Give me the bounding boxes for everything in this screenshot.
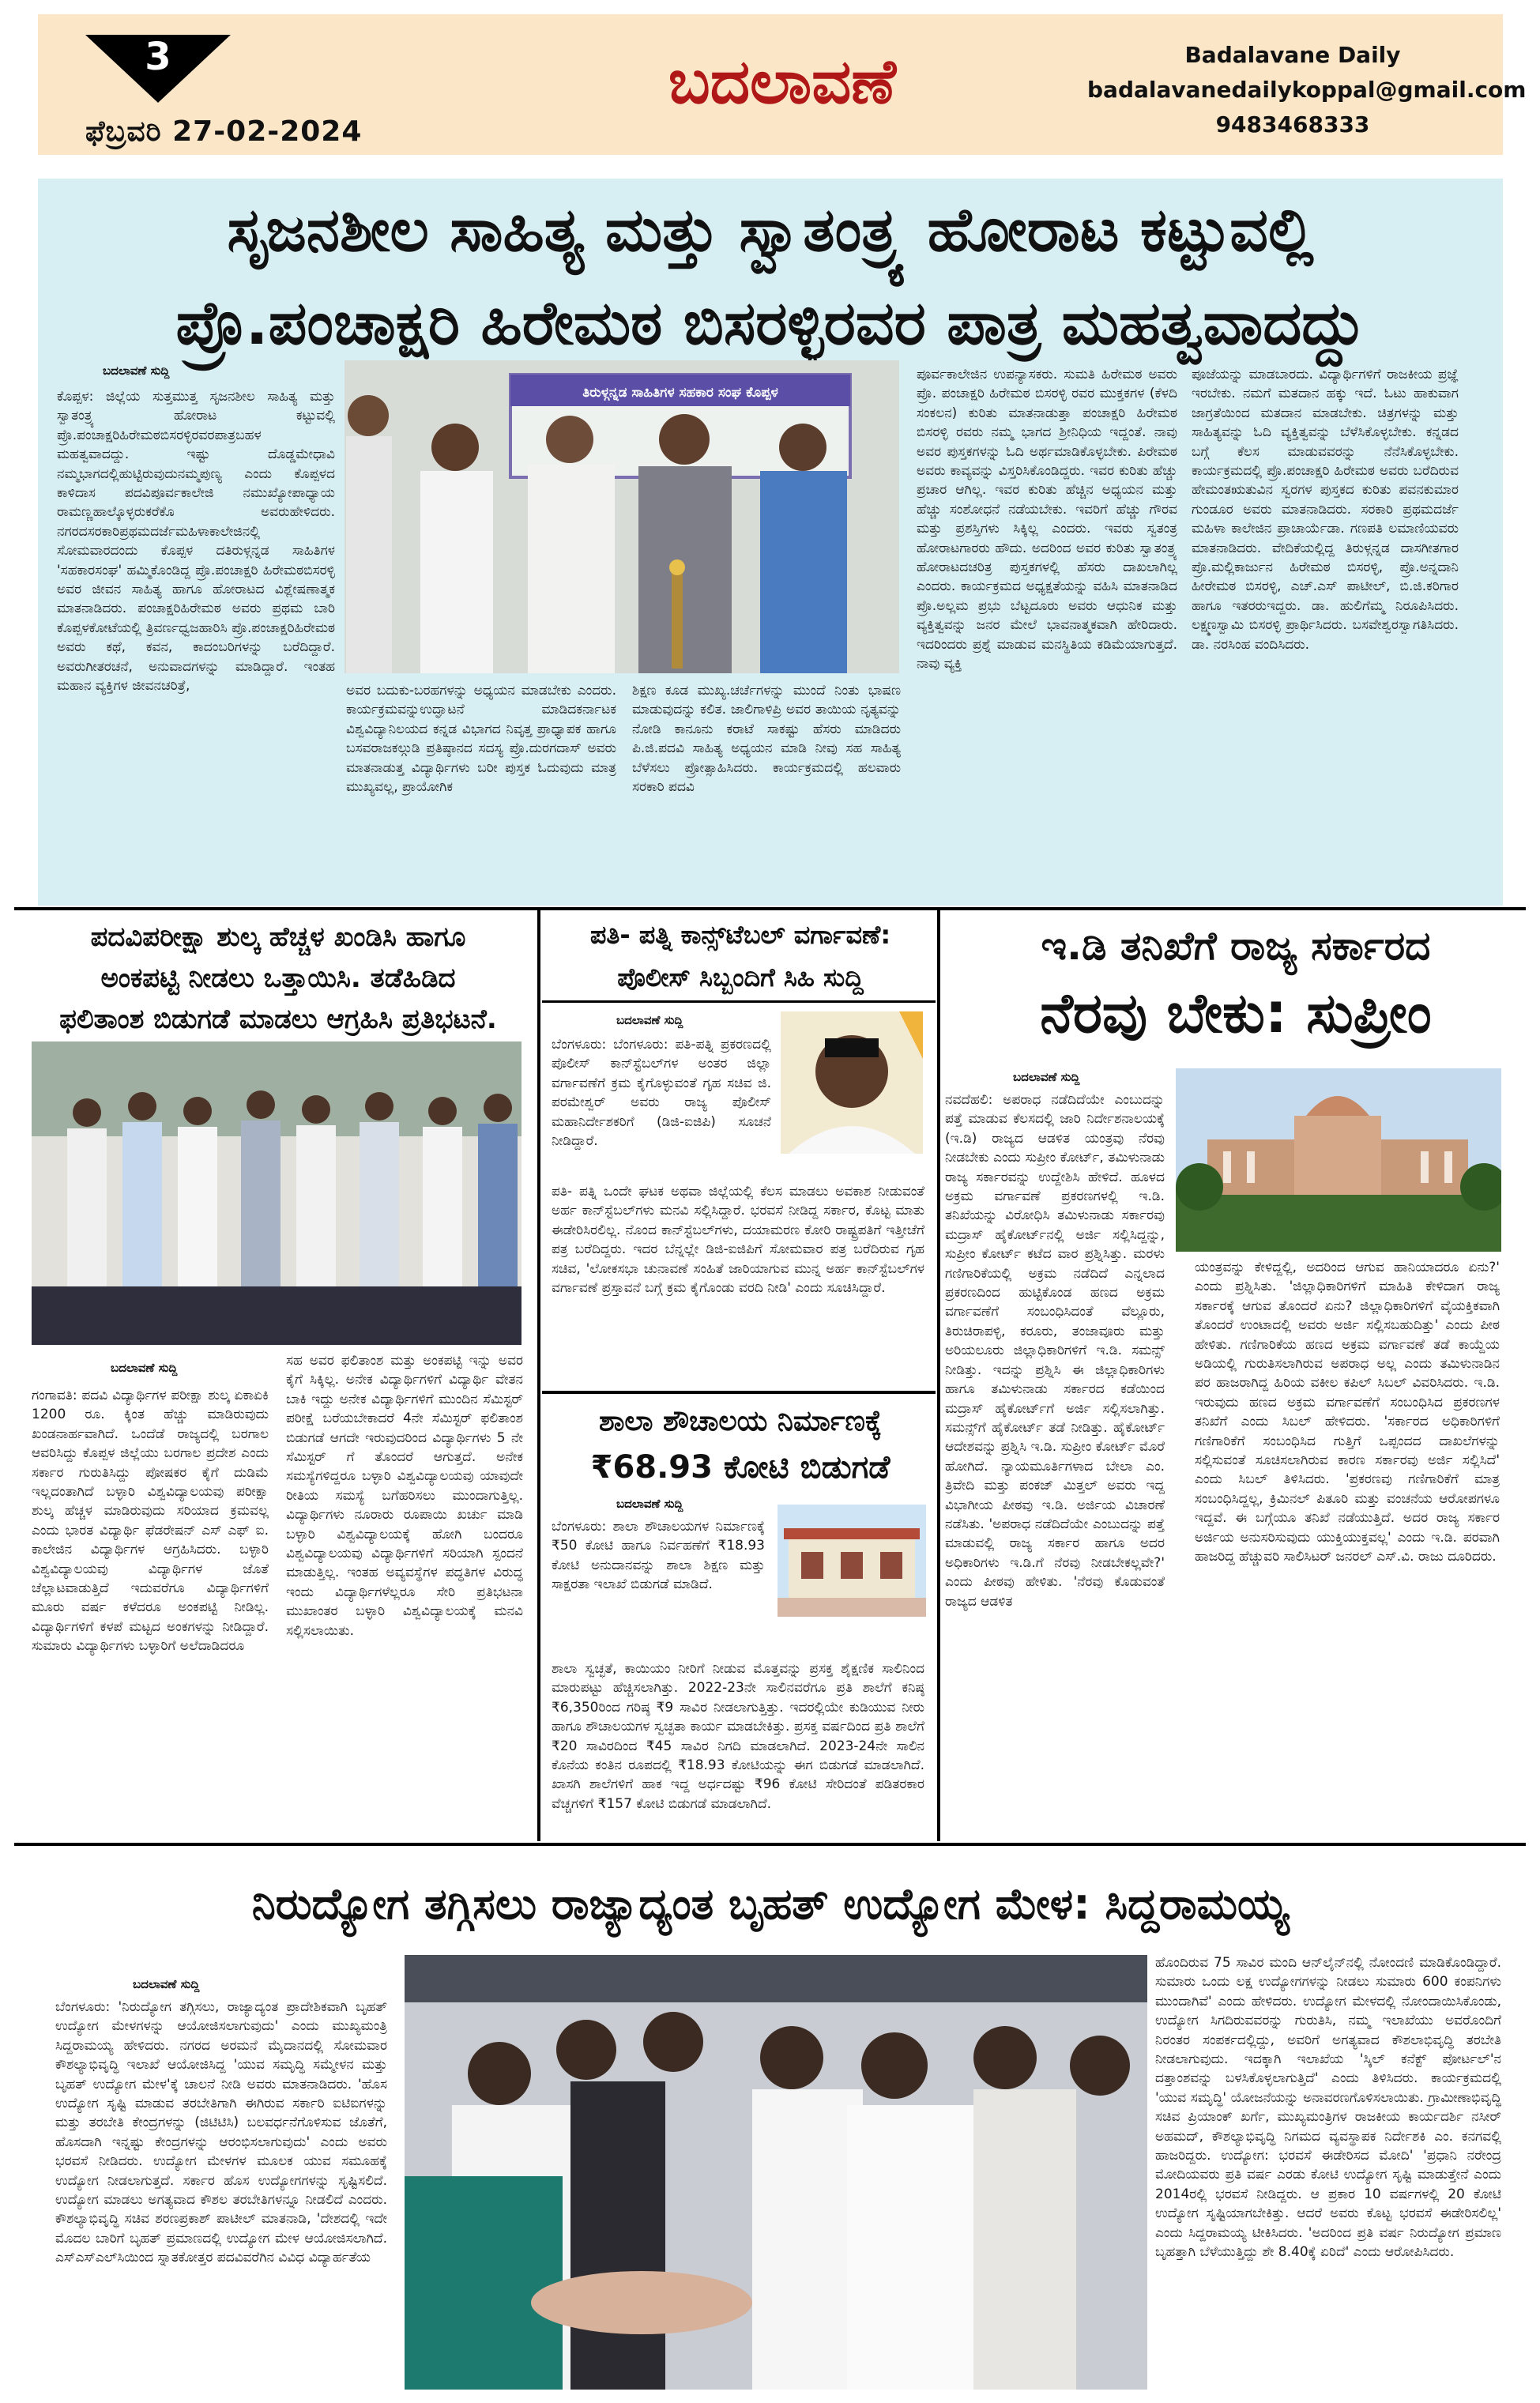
headline-line: ಪತಿ- ಪತ್ನಿ ಕಾನ್ಸ್‌ಟೆಬಲ್ ವರ್ಗಾವಣೆ: — [589, 920, 891, 950]
event-photo — [345, 360, 899, 673]
article-column: ಯಂತ್ರವನ್ನು ಕೇಳಿದ್ದಲ್ಲಿ, ಅದರಿಂದ ಆಗುವ ಹಾನಿಯಾದರೂ ಏನು?' ಎಂದು ಪ್ರಶ್ನಿಸಿತು. 'ಜಿಲ್ಲಾಧಿಕಾರಿಗಳಿಗೆ ಮಾಹಿತಿ ಕೇಳಿದಾಗ ರಾಜ್ಯ ಸರ್ಕಾರಕ್ಕೆ ಆಗುವ ತೊಂದರೆ ಏನು? ಜಿಲ್ಲಾಧಿಕಾರಿಗಳಿಗೆ ವೈಯಕ್ತಿಕವಾಗಿ ತೊಂದರೆ ಉಂಟಾದಲ್ಲಿ ಅವರು ಅರ್ಜಿ ಸಲ್ಲಿಸಬಹುದಿತ್ತು' ಎಂದು ಪೀಠ ಹೇಳಿತು. ಗಣಿಗಾರಿಕೆಯ ಹಣದ ಅಕ್ರಮ ವರ್ಗಾವಣೆ ತಡೆ ಕಾಯ್ದೆಯ ಅಡಿಯಲ್ಲಿ ಗುರುತಿಸಲಾಗಿರುವ ಅಪರಾಧ ಅಲ್ಲ ಎಂದು ತಮಿಳುನಾಡಿನ ಪರ ಹಾಜರಾಗಿದ್ದ ಹಿರಿಯ ವಕೀಲ ಕಪಿಲ್ ಸಿಬಲ್ ವಿವರಿಸಿದರು. ಇ.ಡಿ. ಇರುವುದು ಹಣದ ಅಕ್ರಮ ವರ್ಗಾವಣೆಗೆ ಸಂಬಂಧಿಸಿದ ಪ್ರಕರಣಗಳ ತನಿಖೆಗೆ ಎಂದು ಸಿಬಲ್ ಹೇಳಿದರು. 'ಸರ್ಕಾರದ ಅಧಿಕಾರಿಗಳಿಗೆ ಗಣಿಗಾರಿಕೆಗೆ ಸಂಬಂಧಿಸಿದ ಗುತ್ತಿಗೆ ಒಪ್ಪಂದದ ದಾಖಲೆಗಳನ್ನು ಸಲ್ಲಿಸುವಂತೆ ಸೂಚಿಸಲಾಗಿರುವ ಕಾರಣ ಸರ್ಕಾರವು ಅರ್ಜಿ ಸಲ್ಲಿಸಿದೆ' ಎಂದು ಸಿಬಲ್ ತಿಳಿಸಿದರು. 'ಪ್ರಕರಣವು ಗಣಿಗಾರಿಕೆಗೆ ಮಾತ್ರ ಸಂಬಂಧಿಸಿದ್ದಲ್ಲ, ಕ್ರಿಮಿನಲ್ ಪಿತೂರಿ ಮತ್ತು ವಂಚನೆಯ ಆರೋಪಗಳೂ ಇದ್ದವೆ. ಈ ಬಗ್ಗೆಯೂ ತನಿಖೆ ನಡೆಯುತ್ತಿದೆ. ಅದರ ರಾಜ್ಯ ಸರ್ಕಾರ ಅರ್ಜಿಯ ಅನುಸರಿಸುವುದು ಯುಕ್ತಿಯುಕ್ತವಲ್ಲ' ಎಂದು ಇ.ಡಿ. ಪರವಾಗಿ ಹಾಜರಿದ್ದ ಹೆಚ್ಚುವರಿ ಸಾಲಿಸಿಟರ್ ಜನರಲ್ ಎಸ್.ವಿ. ರಾಜು ದೂರಿದರು. — [1195, 1260, 1500, 1565]
publisher-name: Badalavane Daily — [1184, 42, 1401, 68]
section-rule — [14, 1843, 1526, 1846]
article-column: ಶಿಕ್ಷಣ ಕೂಡ ಮುಖ್ಯ.ಚರ್ಚೆಗಳನ್ನು ಮುಂದೆ ನಿಂತು ಭಾಷಣ ಮಾಡುವುದನ್ನು ಕಲಿತ. ಜಾಲಿಗಾಳಿಪ್ರಿ ಅವರ ತಾಯಿಯ ನೃತ್ಯವನ್ನು ನೋಡಿ ಕಾನೂನು ಕರಾಟೆ ಸಾಕಷ್ಟು ಹೆಸರು ಮಾಡಿದರು ಪಿ.ಜಿ.ಪದವಿ ಸಾಹಿತ್ಯ ಅಧ್ಯಯನ ಮಾಡಿ ನೀವು ಸಹ ಸಾಹಿತ್ಯ ಬೆಳೆಸಲು ಪ್ರೋತ್ಸಾಹಿಸಿದರು. ಕಾರ್ಯಕ್ರಮದಲ್ಲಿ ಹಲವಾರು ಸರಕಾರಿ ಪದವಿ — [632, 683, 901, 796]
article-column: ಪೂರ್ವಕಾಲೇಜಿನ ಉಪನ್ಯಾಸಕರು. ಸುಮತಿ ಹಿರೇಮಠ ಅವರು ಪ್ರೊ. ಪಂಚಾಕ್ಷರಿ ಹಿರೇಮಠ ಬಿಸರಳ್ಳಿ ರವರ ಮುಕ್ತಕಗಳ (ಕೆಳದಿ ಸಂಕಲನ) ಕುರಿತು ಮಾತನಾಡುತ್ತಾ ಪಂಚಾಕ್ಷರಿ ಹಿರೇಮಠ ಬಿಸರಳ್ಳಿ ರವರು ನಮ್ಮ ಭಾಗದ ಶ್ರೀನಿಧಿಯ ಇದ್ದಂತೆ. ನಾವು ಅವರ ಪುಸ್ತಕಗಳನ್ನು ಓದಿ ಅರ್ಥಮಾಡಿಕೊಳ್ಳಬೇಕು. ಪಿರೇಮಠ ಅವರು ಕಾವ್ಯವನ್ನು ವಿಸ್ತರಿಸಿಕೊಂಡಿದ್ದರು. ಇವರ ಕುರಿತು ಹೆಚ್ಚು ಪ್ರಚಾರ ಆಗಿಲ್ಲ. ಇವರ ಕುರಿತು ಹೆಚ್ಚಿನ ಅಧ್ಯಯನ ಮತ್ತು ಹೆಚ್ಚು ಸಂಶೋಧನೆ ನಡೆಯಬೇಕು. ಇವರಿಗೆ ಹೆಚ್ಚು ಗೌರವ ಮತ್ತು ಪ್ರಶಸ್ತಿಗಳು ಸಿಕ್ಕಿಲ್ಲ ಎಂದರು. ಇವರು ಸ್ವತಂತ್ರ ಹೋರಾಟಗಾರರು ಹೌದು. ಅದರಿಂದ ಅವರ ಕುರಿತು ಸ್ವಾತಂತ್ರ್ಯ ಹೋರಾಟದಚರಿತ್ರ ಪುಸ್ತಕಗಳಲ್ಲಿ ಹೆಸರು ದಾಖಲಾಗಿಲ್ಲ ಎಂದರು. ಕಾರ್ಯಕ್ರಮದ ಅಧ್ಯಕ್ಷತೆಯನ್ನು ವಹಿಸಿ ಮಾತನಾಡಿದ ಪ್ರೊ.ಅಲ್ಲಮ ಪ್ರಭು ಬೆಟ್ಟದೂರು ಅವರು ಆಧುನಿಕ ಮತ್ತು ವ್ಯಕ್ತಿತ್ವವನ್ನು ಜನರ ಮೇಲೆ ಭಾವನಾತ್ಮಕವಾಗಿ ಹೇರಿದಾರು. ಇದರಿಂದರು ಪ್ರಶ್ನೆ ಮಾಡುವ ಮನಸ್ಥಿತಿಯ ಕಡಿಮೆಯಾಗುತ್ತದೆ. ನಾವು ವ್ಯಕ್ತಿ — [917, 367, 1177, 672]
article-column: ಕೊಪ್ಪಳ: ಜಿಲ್ಲೆಯ ಸುತ್ತಮುತ್ತ ಸೃಜನಶೀಲ ಸಾಹಿತ್ಯ ಮತ್ತು ಸ್ವಾತಂತ್ರ್ಯ ಹೋರಾಟ ಕಟ್ಟುವಲ್ಲಿ ಪ್ರೊ.ಪಂಚಾಕ್ಷರಿಹಿರೇಮಠಬಿಸರಳ್ಳಿರವರಪಾತ್ರಬಹಳ ಮಹತ್ವವಾದದ್ದು. ಇಷ್ಟು ದೊಡ್ಡಮೇಧಾವಿ ನಮ್ಮಭಾಗದಲ್ಲಿಹುಟ್ಟಿರುವುದುನಮ್ಮಪುಣ್ಯ ಎಂದು ಕೊಪ್ಪಳದ ಕಾಳಿದಾಸ ಪದವಿಪೂರ್ವಕಾಲೇಜಿ ನಮುಖ್ಯೋಪಾಧ್ಯಾಯ ರಾಮಣ್ಣಹಾಲ್ಕೊಳ್ಳರುಕರೆಕೊ ಅವರುಹೇಳಿದರು. ನಗರದಸರಕಾರಿಪ್ರಥಮದರ್ಜೆಮಹಿಳಾಕಾಲೇಜಿನಲ್ಲಿ ಸೋಮವಾರದಂದು ಕೊಪ್ಪಳ ದತಿರುಳ್ಗನ್ನಡ ಸಾಹಿತಿಗಳ 'ಸಹಕಾರಸಂಘ' ಹಮ್ಮಿಕೊಂಡಿದ್ದ ಪ್ರೊ.ಪಂಚಾಕ್ಷರಿ ಹಿರೇಮಠಬಿಸರಳ್ಳಿ ಅವರ ಜೀವನ ಸಾಹಿತ್ಯ ಹಾಗೂ ಹೋರಾಟದ ವಿಶ್ಲೇಷಣಾತ್ಮಕ ಮಾತನಾಡಿದರು. ಪಂಚಾಕ್ಷರಿಹಿರೇಮಠ ಅವರು ಪ್ರಥಮ ಬಾರಿ ಕೊಪ್ಪಳಕೋಟೆಯಲ್ಲಿ ತ್ರಿವರ್ಣಧ್ವಜಹಾರಿಸಿ ಪ್ರೊ.ಪಂಚಾಕ್ಷರಿಹಿರೇಮಠ ಅವರು ಕಥೆ, ಕವನ, ಕಾದಂಬರಿಗಳನ್ನು ಬರೆದಿದ್ದಾರೆ. ಅವರುಗೀತರಚನೆ, ಅನುವಾದಗಳನ್ನು ಮಾಡಿದ್ದಾರೆ. ಇಂತಹ ಮಹಾನ ವ್ಯಕ್ತಿಗಳ ಜೀವನಚರಿತ್ರೆ, — [57, 389, 335, 695]
newspaper-title: ಬದಲಾವಣೆ — [668, 46, 897, 118]
job-fair-photo — [405, 1955, 1147, 2390]
person-figure — [346, 395, 392, 673]
minister-portrait-illustration — [781, 1011, 923, 1154]
headline-line: ಫಲಿತಾಂಶ ಬಿಡುಗಡೆ ಮಾಡಲು ಆಗ್ರಹಿಸಿ ಪ್ರತಿಭಟನೆ. — [59, 1004, 497, 1035]
school-building-photo — [778, 1505, 926, 1617]
article-column: ಹೊಂದಿರುವ 75 ಸಾವಿರ ಮಂದಿ ಆನ್‌ಲೈನ್‌ನಲ್ಲಿ ನೋಂದಣಿ ಮಾಡಿಕೊಂಡಿದ್ದಾರೆ. ಸುಮಾರು ಒಂದು ಲಕ್ಷ ಉದ್ಯೋಗಗಳನ್ನು ನೀಡಲು ಸುಮಾರು 600 ಕಂಪನಿಗಳು ಮುಂದಾಗಿವೆ' ಎಂದು ಹೇಳಿದರು. ಉದ್ಯೋಗ ಮೇಳದಲ್ಲಿ ನೋಂದಾಯಿಸಿಕೊಂಡು, ಉದ್ಯೋಗ ಸಿಗದಿರುವವರನ್ನು ಗುರುತಿಸಿ, ನಮ್ಮ ಇಲಾಖೆಯು ಅವರೊಂದಿಗೆ ನಿರಂತರ ಸಂಪರ್ಕದಲ್ಲಿದ್ದು, ಅವರಿಗೆ ಅಗತ್ಯವಾದ ಕೌಶಲಾಭಿವೃದ್ಧಿ ತರಬೇತಿ ನೀಡಲಾಗುವುದು. ಇದಕ್ಕಾಗಿ ಇಲಾಖೆಯ 'ಸ್ಕಿಲ್ ಕನೆಕ್ಟ್ ಪೋರ್ಟಲ್'ನ ದತ್ತಾಂಶವನ್ನು ಬಳಸಿಕೊಳ್ಳಲಾಗುತ್ತಿದೆ' ಎಂದು ತಿಳಿಸಿದರು. ಕಾರ್ಯಕ್ರಮದಲ್ಲಿ 'ಯುವ ಸಮೃದ್ಧಿ' ಯೋಜನೆಯನ್ನು ಅನಾವರಣಗೊಳಿಸಲಾಯಿತು. ಗ್ರಾಮೀಣಾಭಿವೃದ್ಧಿ ಸಚಿವ ಪ್ರಿಯಾಂಕ್ ಖರ್ಗೆ, ಮುಖ್ಯಮಂತ್ರಿಗಳ ರಾಜಕೀಯ ಕಾರ್ಯದರ್ಶಿ ನಸೀರ್ ಅಹಮದ್, ಕೌಶಲ್ಯಾಭಿವೃದ್ಧಿ ನಿಗಮದ ವ್ಯವಸ್ಥಾಪಕ ನಿರ್ದೇಶಕಿ ಎಂ. ಕನಗವಲ್ಲಿ ಹಾಜರಿದ್ದರು. ಉದ್ಯೋಗ: ಭರವಸೆ ಈಡೇರಿಸದ ಮೋದಿ' 'ಪ್ರಧಾನಿ ನರೇಂದ್ರ ಮೋದಿಯವರು ಪ್ರತಿ ವರ್ಷ ಎರಡು ಕೋಟಿ ಉದ್ಯೋಗ ಸೃಷ್ಟಿ ಮಾಡುತ್ತೇನೆ ಎಂದು 2014ರಲ್ಲಿ ಭರವಸೆ ನೀಡಿದ್ದರು. ಆ ಪ್ರಕಾರ 10 ವರ್ಷಗಳಲ್ಲಿ 20 ಕೋಟಿ ಉದ್ಯೋಗ ಸೃಷ್ಟಿಯಾಗಬೇಕಿತ್ತು. ಆದರೆ ಅವರು ಕೊಟ್ಟ ಭರವಸೆ ಈಡೇರಿಸಲಿಲ್ಲ' ಎಂದು ಸಿದ್ದರಾಮಯ್ಯ ಟೀಕಿಸಿದರು. 'ಅದರಿಂದ ಪ್ರತಿ ವರ್ಷ ನಿರುದ್ಯೋಗ ಪ್ರಮಾಣ ಬೃಹತ್ತಾಗಿ ಬೆಳೆಯುತ್ತಿದ್ದು ಶೇ 8.40ಕ್ಕೆ ಏರಿದೆ' ಎಂದು ಆರೋಪಿಸಿದರು. — [1155, 1955, 1501, 2261]
issue-date: ಫೆಬ್ರವರಿ 27-02-2024 — [85, 115, 363, 148]
column-rule — [537, 909, 540, 1841]
column-rule — [937, 909, 940, 1841]
article-column: ಬೆಂಗಳೂರು: ಶಾಲಾ ಶೌಚಾಲಯಗಳ ನಿರ್ಮಾಣಕ್ಕೆ ₹50 ಕೋಟಿ ಹಾಗೂ ನಿರ್ವಹಣೆಗೆ ₹18.93 ಕೋಟಿ ಅನುದಾನವನ್ನು ಶಾಲಾ ಶಿಕ್ಷಣ ಮತ್ತು ಸಾಕ್ಷರತಾ ಇಲಾಖೆ ಬಿಡುಗಡೆ ಮಾಡಿದೆ. — [552, 1519, 765, 1593]
byline: ಬದಲಾವಣೆ ಸುದ್ದಿ — [133, 1977, 200, 1991]
protest-photo-illustration — [32, 1041, 521, 1345]
section-rule — [14, 907, 1526, 910]
byline: ಬದಲಾವಣೆ ಸುದ್ದಿ — [111, 1361, 178, 1375]
story-school-toilet-headline — [545, 1399, 936, 1490]
section-rule — [542, 1391, 936, 1394]
headline-line: ₹68.93 ಕೋಟಿ ಬಿಡುಗಡೆ — [590, 1449, 890, 1486]
event-photo-illustration — [345, 360, 899, 673]
article-column: ಅವರ ಬದುಕು-ಬರಹಗಳನ್ನು ಅಧ್ಯಯನ ಮಾಡಬೇಕು ಎಂದರು. ಕಾರ್ಯಕ್ರಮವನ್ನುಉದ್ಘಾಟನೆ ಮಾಡಿದಕರ್ನಾಟಕ ವಿಶ್ವವಿದ್ಯಾನಿಲಯದ ಕನ್ನಡ ವಿಭಾಗದ ನಿವೃತ್ತ ಪ್ರಾಧ್ಯಾಪಕ ಹಾಗೂ ಬಸವರಾಜಕಲ್ಗುಡಿ ಪ್ರತಿಷ್ಠಾನದ ಸದಸ್ಯ ಪ್ರೊ.ದುರಗದಾಸ್ ಅವರು ಮಾತನಾಡುತ್ತ ವಿದ್ಯಾರ್ಥಿಗಳು ಬರೀ ಪುಸ್ತಕ ಓದುವುದು ಮಾತ್ರ ಮುಖ್ಯವಲ್ಲ, ಪ್ರಾಯೋಗಿಕ — [346, 683, 616, 796]
byline: ಬದಲಾವಣೆ ಸುದ್ದಿ — [616, 1013, 683, 1027]
article-column: ನವದೆಹಲಿ: ಅಪರಾಧ ನಡೆದಿದೆಯೇ ಎಂಬುದನ್ನು ಪತ್ತೆ ಮಾಡುವ ಕೆಲಸದಲ್ಲಿ ಜಾರಿ ನಿರ್ದೇಶನಾಲಯಕ್ಕೆ (ಇ.ಡಿ) ರಾಜ್ಯದ ಆಡಳಿತ ಯಂತ್ರವು ನೆರವು ನೀಡಬೇಕು ಎಂದು ಸುಪ್ರೀಂ ಕೋರ್ಟ್, ತಮಿಳುನಾಡು ರಾಜ್ಯ ಸರ್ಕಾರವನ್ನು ಉದ್ದೇಶಿಸಿ ಹೇಳಿದೆ. ಹೂಳದ ಅಕ್ರಮ ವರ್ಗಾವಣೆ ಪ್ರಕರಣಗಳಲ್ಲಿ ಇ.ಡಿ. ತನಿಖೆಯನ್ನು ವಿರೋಧಿಸಿ ತಮಿಳುನಾಡು ಸರ್ಕಾರವು ಮದ್ರಾಸ್ ಹೈಕೋರ್ಟ್‌ನಲ್ಲಿ ಅರ್ಜಿ ಸಲ್ಲಿಸಿದ್ದನ್ನು, ಸುಪ್ರೀಂ ಕೋರ್ಟ್ ಕಟೆದ ವಾರ ಪ್ರಶ್ನಿಸಿತ್ತು. ಮರಳು ಗಣಿಗಾರಿಕೆಯಲ್ಲಿ ಅಕ್ರಮ ನಡೆದಿದೆ ಎನ್ನಲಾದ ಪ್ರಕರಣದಿಂದ ಹುಟ್ಟಿಕೊಂಡ ಹಣದ ಅಕ್ರಮ ವರ್ಗಾವಣೆಗೆ ಸಂಬಂಧಿಸಿದಂತೆ ವೆಲ್ಲೂರು, ತಿರುಚಿರಾಪಳ್ಳಿ, ಕರೂರು, ತಂಜಾವೂರು ಮತ್ತು ಅರಿಯಲೂರು ಜಿಲ್ಲಾಧಿಕಾರಿಗಳಿಗೆ ಇ.ಡಿ. ಸಮನ್ಸ್ ನೀಡಿತ್ತು. ಇದನ್ನು ಪ್ರಶ್ನಿಸಿ ಈ ಜಿಲ್ಲಾಧಿಕಾರಿಗಳು ಹಾಗೂ ತಮಿಳುನಾಡು ಸರ್ಕಾರದ ಕಡೆಯಿಂದ ಮದ್ರಾಸ್ ಹೈಕೋರ್ಟ್‌ಗೆ ಅರ್ಜಿ ಸಲ್ಲಿಸಲಾಗಿತ್ತು. ಸಮನ್ಸ್‌ಗೆ ಹೈಕೋರ್ಟ್ ತಡೆ ನೀಡಿತ್ತು. ಹೈಕೋರ್ಟ್ ಆದೇಶವನ್ನು ಪ್ರಶ್ನಿಸಿ ಇ.ಡಿ. ಸುಪ್ರೀಂ ಕೋರ್ಟ್ ಮೊರೆ ಹೋಗಿದೆ. ನ್ಯಾಯಮೂರ್ತಿಗಳಾದ ಬೇಲಾ ಎಂ. ತ್ರಿವೇದಿ ಮತ್ತು ಪಂಕಜ್ ಮಿತ್ತಲ್ ಅವರು ಇದ್ದ ವಿಭಾಗೀಯ ಪೀಠವು ಇ.ಡಿ. ಅರ್ಜಿಯ ವಿಚಾರಣೆ ನಡೆಸಿತು. 'ಅಪರಾಧ ನಡೆದಿದೆಯೇ ಎಂಬುದನ್ನು ಪತ್ತೆ ಮಾಡುವಲ್ಲಿ ರಾಜ್ಯ ಸರ್ಕಾರ ಹಾಗೂ ಅದರ ಅಧಿಕಾರಿಗಳು ಇ.ಡಿ.ಗೆ ನೆರವು ನೀಡಬೇಕಲ್ಲವೇ?' ಎಂದು ಪೀಠವು ಹೇಳಿತು. 'ನೆರವು ಕೊಡುವಂತೆ ರಾಜ್ಯದ ಆಡಳಿತ — [945, 1092, 1165, 1610]
byline: ಬದಲಾವಣೆ ಸುದ್ದಿ — [1013, 1070, 1080, 1084]
story-sahitya-headline — [38, 183, 1503, 370]
minister-portrait — [781, 1011, 923, 1154]
story-ed-supreme-headline — [945, 917, 1527, 1051]
publisher-info — [1087, 38, 1527, 142]
article-column: ಬೆಂಗಳೂರು: ಬೆಂಗಳೂರು: ಪತಿ-ಪತ್ನಿ ಪ್ರಕರಣದಲ್ಲಿ ಪೊಲೀಸ್ ಕಾನ್‌ಸ್ಟೆಬಲ್‌ಗಳ ಅಂತರ ಜಿಲ್ಲಾ ವರ್ಗಾವಣೆಗೆ ಕ್ರಮ ಕೈಗೊಳ್ಳುವಂತೆ ಗೃಹ ಸಚಿವ ಜಿ. ಪರಮೇಶ್ವರ್ ಅವರು ರಾಜ್ಯ ಪೊಲೀಸ್ ಮಹಾನಿರ್ದೇಶಕರಿಗೆ (ಡಿಜಿ-ಐಜಿಪಿ) ಸೂಚನೆ ನೀಡಿದ್ದಾರೆ. — [552, 1037, 771, 1150]
headline-line: ಶಾಲಾ ಶೌಚಾಲಯ ನಿರ್ಮಾಣಕ್ಕೆ — [598, 1405, 883, 1437]
publisher-phone: 9483468333 — [1215, 111, 1370, 137]
headline-line: ಪ್ರೊ.ಪಂಚಾಕ್ಷರಿ ಹಿರೇಮಠ ಬಿಸರಳ್ಳಿರವರ ಪಾತ್ರ ಮಹತ್ವವಾದದ್ದು — [175, 288, 1365, 358]
banner-text: ತಿರುಳ್ಗನ್ನಡ ಸಾಹಿತಿಗಳ ಸಹಕಾರ ಸಂಘ ಕೊಪ್ಪಳ — [582, 385, 778, 401]
story-police-transfer-headline — [548, 913, 932, 999]
headline-line: ಅಂಕಪಟ್ಟಿ ನೀಡಲು ಒತ್ತಾಯಿಸಿ. ತಡೆಹಿಡಿದ — [100, 962, 456, 994]
story-exam-fee-headline — [25, 917, 531, 1040]
publisher-email[interactable]: badalavanedailykoppal@gmail.com — [1087, 77, 1527, 103]
headline-line: ನೆರವು ಬೇಕು: ಸುಪ್ರೀಂ — [1040, 981, 1432, 1045]
story-job-fair-headline: ನಿರುದ್ಯೋಗ ತಗ್ಗಿಸಲು ರಾಜ್ಯಾದ್ಯಂತ ಬೃಹತ್ ಉದ್ಯೋಗ ಮೇಳ: ಸಿದ್ದರಾಮಯ್ಯ — [251, 1879, 1290, 1929]
headline-line: ಇ.ಡಿ ತನಿಖೆಗೆ ರಾಜ್ಯ ಸರ್ಕಾರದ — [1041, 923, 1431, 969]
protest-photo — [32, 1041, 521, 1345]
article-column: ಬೆಂಗಳೂರು: 'ನಿರುದ್ಯೋಗ ತಗ್ಗಿಸಲು, ರಾಜ್ಯಾದ್ಯಂತ ಪ್ರಾದೇಶಿಕವಾಗಿ ಬೃಹತ್ ಉದ್ಯೋಗ ಮೇಳಗಳನ್ನು ಆಯೋಜಿಸಲಾಗುವುದು' ಎಂದು ಮುಖ್ಯಮಂತ್ರಿ ಸಿದ್ದರಾಮಯ್ಯ ಹೇಳಿದರು. ನಗರದ ಅರಮನೆ ಮೈದಾನದಲ್ಲಿ ಸೋಮವಾರ ಕೌಶಲ್ಯಾಭಿವೃದ್ಧಿ ಇಲಾಖೆ ಆಯೋಜಿಸಿದ್ದ 'ಯುವ ಸಮೃದ್ಧಿ ಸಮ್ಮೇಳನ ಮತ್ತು ಬೃಹತ್ ಉದ್ಯೋಗ ಮೇಳ'ಕ್ಕೆ ಚಾಲನೆ ನೀಡಿ ಅವರು ಮಾತನಾಡಿದರು. 'ಹೊಸ ಉದ್ಯೋಗ ಸೃಷ್ಟಿ ಮಾಡುವ ತರಬೇತಿಗಾಗಿ ಈಗಿರುವ ಸರ್ಕಾರಿ ಐಟಿಐಗಳನ್ನು ಮತ್ತು ತರಬೇತಿ ಕೇಂದ್ರಗಳನ್ನು (ಜಿಟಿಟಿಸಿ) ಬಲವರ್ಧನೆಗೊಳಿಸುವ ಜೊತೆಗೆ, ಹೊಸದಾಗಿ ಇನ್ನಷ್ಟು ಕೇಂದ್ರಗಳನ್ನು ಆರಂಭಿಸಲಾಗುವುದು' ಎಂದು ಅವರು ಭರವಸೆ ನೀಡಿದರು. ಉದ್ಯೋಗ ಮೇಳಗಳ ಮೂಲಕ ಯುವ ಸಮೂಹಕ್ಕೆ ಉದ್ಯೋಗ ನೀಡಲಾಗುತ್ತದೆ. ಸರ್ಕಾರ ಹೊಸ ಉದ್ಯೋಗಗಳನ್ನು ಸೃಷ್ಟಿಸಲಿದೆ. ಉದ್ಯೋಗ ಮಾಡಲು ಅಗತ್ಯವಾದ ಕೌಶಲ ತರಬೇತಿಗಳನ್ನೂ ನೀಡಲಿದೆ ಎಂದರು. ಕೌಶಲ್ಯಾಭಿವೃದ್ಧಿ ಸಚಿವ ಶರಣಪ್ರಕಾಶ್ ಪಾಟೀಲ್ ಮಾತನಾಡಿ, 'ದೇಶದಲ್ಲಿ ಇದೇ ಮೊದಲ ಬಾರಿಗೆ ಬೃಹತ್ ಪ್ರಮಾಣದಲ್ಲಿ ಉದ್ಯೋಗ ಮೇಳ ಆಯೋಜಿಸಲಾಗಿದೆ. ಎಸ್ಎಸ್ಎಲ್‌ಸಿಯಿಂದ ಸ್ನಾತಕೋತ್ತರ ಪದವಿವರೆಗಿನ ವಿವಿಧ ವಿದ್ಯಾರ್ಹತೆಯ — [55, 1999, 387, 2266]
supreme-court-photo — [1176, 1068, 1501, 1252]
article-column: ಗಂಗಾವತಿ: ಪದವಿ ವಿದ್ಯಾರ್ಥಿಗಳ ಪರೀಕ್ಷಾ ಶುಲ್ಕ ಏಕಾಏಕಿ 1200 ರೂ. ಕ್ಕಿಂತ ಹೆಚ್ಚು ಮಾಡಿರುವುದು ಖಂಡನಾರ್ಹವಾಗಿದೆ. ಒಂದೆಡೆ ರಾಜ್ಯದಲ್ಲಿ ಬರಗಾಲ ಆವರಿಸಿದ್ದು ಕೊಪ್ಪಳ ಜಿಲ್ಲೆಯು ಬರಗಾಲ ಪ್ರದೇಶ ಎಂದು ಸರ್ಕಾರ ಗುರುತಿಸಿದ್ದು ಪೋಷಕರ ಕೈಗೆ ದುಡಿಮೆ ಇಲ್ಲದಂತಾಗಿದೆ ಬಳ್ಳಾರಿ ವಿಶ್ವವಿದ್ಯಾಲಯವು ಪರೀಕ್ಷಾ ಶುಲ್ಕ ಹೆಚ್ಚಳ ಮಾಡಿರುವುದು ಸರಿಯಾದ ಕ್ರಮವಲ್ಲ ಎಂದು ಭಾರತ ವಿದ್ಯಾರ್ಥಿ ಫೆಡರೇಷನ್ ಎಸ್ ಎಫ್ ಐ. ಕಾಲೇಜಿನ ವಿದ್ಯಾರ್ಥಿಗಳ ಆಗ್ರಹಿಸಿದರು. ಬಳ್ಳಾರಿ ವಿಶ್ವವಿದ್ಯಾಲಯವು ವಿದ್ಯಾರ್ಥಿಗಳ ಜೊತೆ ಚೆಲ್ಲಾಟವಾಡುತ್ತಿದೆ ಇದುವರೆಗೂ ವಿದ್ಯಾರ್ಥಿಗಳಿಗೆ ಮೂರು ವರ್ಷ ಕಳೆದರೂ ಅಂಕಪಟ್ಟಿ ನೀಡಿಲ್ಲ. ವಿದ್ಯಾರ್ಥಿಗಳಿಗೆ ಕಳಪೆ ಮಟ್ಟದ ಅಂಕಗಳನ್ನು ನೀಡಿದ್ದಾರೆ. ಸುಮಾರು ವಿದ್ಯಾರ್ಥಿಗಳು ಬಳ್ಳಾರಿಗೆ ಅಲೆದಾಡಿದರೂ — [32, 1388, 269, 1655]
article-column: ಸಹ ಅವರ ಫಲಿತಾಂಶ ಮತ್ತು ಅಂಕಪಟ್ಟಿ ಇನ್ನು ಅವರ ಕೈಗೆ ಸಿಕ್ಕಿಲ್ಲ. ಅನೇಕ ವಿದ್ಯಾರ್ಥಿಗಳಿಗೆ ವಿದ್ಯಾರ್ಥಿ ವೇತನ ಬಾಕಿ ಇದ್ದು ಅನೇಕ ವಿದ್ಯಾರ್ಥಿಗಳಿಗೆ ಮುಂದಿನ ಸೆಮಿಸ್ಟರ್ ಪರೀಕ್ಷೆ ಬರೆಯಬೇಕಾದರೆ 4ನೇ ಸೆಮಿಸ್ಟರ್ ಫಲಿತಾಂಶ ಬಿಡುಗಡೆ ಆಗದೇ ಇರುವುದರಿಂದ ವಿದ್ಯಾರ್ಥಿಗಳು 5 ನೇ ಸೆಮಿಸ್ಟರ್ ಗೆ ತೊಂದರೆ ಆಗುತ್ತದೆ. ಅನೇಕ ಸಮಸ್ಯೆಗಳಿದ್ದರೂ ಬಳ್ಳಾರಿ ವಿಶ್ವವಿದ್ಯಾಲಯವು ಯಾವುದೇ ರೀತಿಯ ಸಮಸ್ಯೆ ಬಗೆಹರಿಸಲು ಮುಂದಾಗುತ್ತಿಲ್ಲ. ವಿದ್ಯಾರ್ಥಿಗಳು ನೂರಾರು ರೂಪಾಯಿ ಖರ್ಚು ಮಾಡಿ ಬಳ್ಳಾರಿ ವಿಶ್ವವಿದ್ಯಾಲಯಕ್ಕೆ ಹೋಗಿ ಬಂದರೂ ವಿಶ್ವವಿದ್ಯಾಲಯವು ವಿದ್ಯಾರ್ಥಿಗಳಿಗೆ ಸರಿಯಾಗಿ ಸ್ಪಂದನೆ ಮಾಡುತ್ತಿಲ್ಲ. ಇಂತಹ ಅವ್ಯವಸ್ಥೆಗಳ ಪದ್ಧತಿಗಳ ವಿರುದ್ಧ ಇಂದು ವಿದ್ಯಾರ್ಥಿಗಳೆಲ್ಲರೂ ಸೇರಿ ಪ್ರತಿಭಟನಾ ಮುಖಾಂತರ ಬಳ್ಳಾರಿ ವಿಶ್ವವಿದ್ಯಾಲಯಕ್ಕೆ ಮನವಿ ಸಲ್ಲಿಸಲಾಯಿತು. — [286, 1353, 523, 1639]
headline-line: ಪೊಲೀಸ್ ಸಿಬ್ಬಂದಿಗೆ ಸಿಹಿ ಸುದ್ದಿ — [617, 962, 864, 992]
headline-line: ಸೃಜನಶೀಲ ಸಾಹಿತ್ಯ ಮತ್ತು ಸ್ವಾತಂತ್ರ್ಯ ಹೋರಾಟ ಕಟ್ಟುವಲ್ಲಿ — [227, 194, 1314, 265]
byline: ಬದಲಾವಣೆ ಸುದ್ದಿ — [616, 1497, 683, 1511]
school-building-illustration — [778, 1505, 926, 1617]
job-fair-illustration — [405, 1955, 1147, 2390]
article-column: ಪೂಜೆಯನ್ನು ಮಾಡಬಾರದು. ವಿದ್ಯಾರ್ಥಿಗಳಿಗೆ ರಾಜಕೀಯ ಪ್ರಜ್ಞೆ ಇರಬೇಕು. ನಮಗೆ ಮತದಾನ ಹಕ್ಕು ಇದೆ. ಓಟು ಹಾಕುವಾಗ ಜಾಗ್ರತೆಯಿಂದ ಮತದಾನ ಮಾಡಬೇಕು. ಚಿತ್ರಗಳನ್ನು ಮತ್ತು ಸಾಹಿತ್ಯವನ್ನು ಓದಿ ವ್ಯಕ್ತಿತ್ವವನ್ನು ಬೆಳೆಸಿಕೊಳ್ಳಬೇಕು. ಕನ್ನಡದ ಬಗ್ಗೆ ಕೆಲಸ ಮಾಡುವವರನ್ನು ನೆನೆಸಿಕೊಳ್ಳಬೇಕು. ಕಾರ್ಯಕ್ರಮದಲ್ಲಿ ಪ್ರೊ.ಪಂಚಾಕ್ಷರಿ ಹಿರೇಮಠ ಅವರು ಬರೆದಿರುವ ಹೇಮಂತಋತುವಿನ ಸ್ವರಗಳ ಪುಸ್ತಕದ ಕುರಿತು ಪವನಕುಮಾರ ಗುಂಡೂರ ಅವರು ಮಾತನಾಡಿದರು. ಸರಕಾರಿ ಪ್ರಥಮದರ್ಜೆ ಮಹಿಳಾ ಕಾಲೇಜಿನ ಪ್ರಾಚಾರ್ಯೆಡಾ. ಗಣಪತಿ ಲಮಾಣಿಯವರು ಮಾತನಾಡಿದರು. ವೇದಿಕೆಯಲ್ಲಿದ್ದ ತಿರುಳ್ಗನ್ನಡ ದಾಸಗೀತಗಾರ ಪ್ರೊ.ಮಲ್ಲಿಕಾರ್ಜುನ ಹಿರೇಮಠ ಬಿಸರಳ್ಳಿ, ಪ್ರೊ.ಅನ್ನದಾನಿ ಹೀರೇಮಠ ಬಿಸರಳ್ಳಿ, ಎಚ್.ಎಸ್ ಪಾಟೀಲ್, ಬಿ.ಜಿ.ಕರಿಗಾರ ಹಾಗೂ ಇತರರುಇದ್ದರು. ಡಾ. ಹುಲಿಗೆಮ್ಮ ನಿರೂಪಿಸಿದರು. ಲಕ್ಷ್ಮಣಸ್ವಾಮಿ ಬಿಸರಳ್ಳಿ ಪ್ರಾರ್ಥಿಸಿದರು. ಬಸವೇಶ್ವರಸ್ವಾಗತಿಸಿದರು. ಡಾ. ನರಸಿಂಹ ವಂದಿಸಿದರು. — [1192, 367, 1459, 653]
article-column: ಶಾಲಾ ಸ್ವಚ್ಛತೆ, ಕಾಯಿಯಂ ನೀರಿಗೆ ನೀಡುವ ಮೊತ್ತವನ್ನು ಪ್ರಸಕ್ತ ಶೈಕ್ಷಣಿಕ ಸಾಲಿನಿಂದ ಮಾರುಪಟ್ಟು ಹೆಚ್ಚಿಸಲಾಗಿತ್ತು. 2022-23ನೇ ಸಾಲಿನವರೆಗೂ ಪ್ರತಿ ಶಾಲೆಗೆ ಕನಿಷ್ಠ ₹6,350ರಿಂದ ಗರಿಷ್ಠ ₹9 ಸಾವಿರ ನೀಡಲಾಗುತ್ತಿತ್ತು. ಇದರಲ್ಲಿಯೇ ಕುಡಿಯುವ ನೀರು ಹಾಗೂ ಶೌಚಾಲಯಗಳ ಸ್ವಚ್ಛತಾ ಕಾರ್ಯ ಮಾಡಬೇಕಿತ್ತು. ಪ್ರಸಕ್ತ ವರ್ಷದಿಂದ ಪ್ರತಿ ಶಾಲೆಗೆ ₹20 ಸಾವಿರದಿಂದ ₹45 ಸಾವಿರ ನಿಗದಿ ಮಾಡಲಾಗಿದೆ. 2023-24ನೇ ಸಾಲಿನ ಕೊನೆಯ ಕಂತಿನ ರೂಪದಲ್ಲಿ ₹18.93 ಕೋಟಿಯನ್ನು ಈಗ ಬಿಡುಗಡೆ ಮಾಡಲಾಗಿದೆ. ಖಾಸಗಿ ಶಾಲೆಗಳಿಗೆ ಹಾಕ ಇದ್ದ ಅರ್ಧದಷ್ಟು ₹96 ಕೋಟಿ ಸೇರಿದಂತೆ ಪಡಿತರಕಾರ ವೆಚ್ಚಗಳಿಗೆ ₹157 ಕೋಟಿ ಬಿಡುಗಡೆ ಮಾಡಲಾಗಿದೆ. — [552, 1661, 924, 1812]
supreme-court-illustration — [1176, 1068, 1501, 1252]
page-number: 3 — [145, 35, 171, 79]
byline: ಬದಲಾವಣೆ ಸುದ್ದಿ — [103, 363, 170, 378]
article-column: ಪತಿ- ಪತ್ನಿ ಒಂದೇ ಘಟಕ ಅಥವಾ ಜಿಲ್ಲೆಯಲ್ಲಿ ಕೆಲಸ ಮಾಡಲು ಅವಕಾಶ ನೀಡುವಂತೆ ಅರ್ಹ ಕಾನ್‌ಸ್ಟೆಬಲ್‌ಗಳು ಮನವಿ ಸಲ್ಲಿಸಿದ್ದಾರೆ. ಭರವಸೆ ನೀಡಿದ್ದ ಸರ್ಕಾರ, ಕೊಟ್ಟ ಮಾತು ಈಡೇರಿಸಿರಲಿಲ್ಲ. ನೊಂದ ಕಾನ್‌ಸ್ಟೆಬಲ್‌ಗಳು, ದಯಾಮರಣ ಕೋರಿ ರಾಷ್ಟ್ರಪತಿಗೆ ಇತ್ತೀಚೆಗೆ ಪತ್ರ ಬರೆದಿದ್ದರು. ಇದರ ಬೆನ್ನಲ್ಲೇ ಡಿಜಿ-ಐಜಿಪಿಗೆ ಸೋಮವಾರ ಪತ್ರ ಬರೆದಿರುವ ಗೃಹ ಸಚಿವ, 'ಲೋಕಸಭಾ ಚುನಾವಣೆ ಸಂಹಿತೆ ಜಾರಿಯಾಗುವ ಮುನ್ನ ಅರ್ಹ ಕಾನ್‌ಸ್ಟೆಬಲ್‌ಗಳ ವರ್ಗಾವಣೆ ಪ್ರಸ್ತಾವನೆ ಬಗ್ಗೆ ಕ್ರಮ ಕೈಗೊಂಡು ವರದಿ ನೀಡಿ' ಎಂದು ಸೂಚಿಸಿದ್ದಾರೆ. — [552, 1184, 924, 1297]
headline-line: ಪದವಿಪರೀಕ್ಷಾ ಶುಲ್ಕ ಹೆಚ್ಚಳ ಖಂಡಿಸಿ ಹಾಗೂ — [90, 921, 466, 953]
section-rule — [542, 1000, 936, 1003]
